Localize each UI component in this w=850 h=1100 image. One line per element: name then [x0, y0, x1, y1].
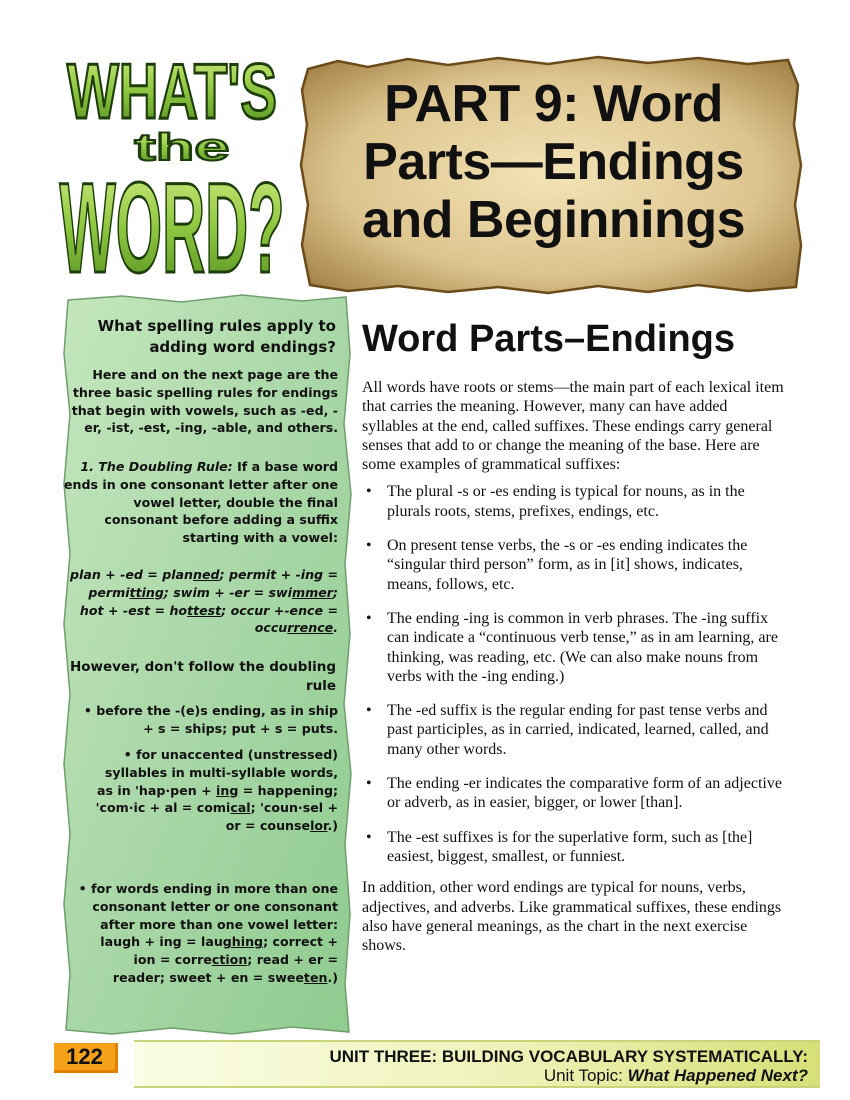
bullet-symbol: •: [366, 828, 372, 846]
footer-unit-title: UNIT THREE: BUILDING VOCABULARY SYSTEMATICALLY:: [329, 1047, 808, 1066]
closing-paragraph: In addition, other word endings are typical for nouns, verbs, adjectives, and adverbs. Like grammatical suffixes, these endings also have general meanings, as the chart in the next exercise shows.: [362, 879, 782, 955]
part-title: [312, 75, 795, 249]
suffix-list-text: The plural -s or -es ending is typical for nouns, as in the plurals roots, stems, prefixes, endings, etc.: [387, 483, 745, 520]
however-note: However, don't follow the doubling rule: [69, 659, 336, 694]
main-content: [362, 316, 792, 955]
suffix-list-item: [362, 828, 787, 867]
sidebar-intro: Here and on the next page are the three basic spelling rules for endings that begin with vowels, such as -ed, -er, -ist, -est, -ing, -able, and others.: [71, 367, 338, 436]
exception-text: ; 'coun·sel + or = counse: [225, 800, 338, 834]
example-text: plan + -ed = plan: [70, 567, 194, 582]
exception-underlined: ction: [211, 952, 248, 968]
example-text: ; hot + -est = ho: [79, 584, 338, 618]
exception-bullet-1: [80, 702, 338, 738]
suffix-list-item: [362, 609, 787, 686]
exception-underlined: cal: [230, 800, 251, 816]
example-underlined: rrence: [287, 620, 334, 636]
exception-bullet-3: [78, 880, 338, 987]
footer-bar: [134, 1040, 820, 1088]
exception-underlined: ghing: [222, 934, 264, 950]
suffix-list-item: [362, 701, 787, 759]
example-text: ; occur +-ence = occu: [221, 602, 338, 636]
exception-text: = happening; 'com·ic + al = comi: [95, 782, 338, 816]
logo-line3: WORD?: [59, 157, 285, 300]
suffix-list-text: The -est suffixes is for the superlative form, such as [the] easiest, biggest, smallest, or funniest.: [387, 828, 753, 865]
bullet-symbol: •: [366, 483, 372, 501]
part-title-banner: [298, 55, 803, 295]
sidebar-question: What spelling rules apply to adding word endings?: [97, 317, 336, 356]
part-title-line2: Parts—Endings: [363, 133, 744, 191]
bullet-symbol: •: [123, 747, 132, 762]
logo-line2: the: [134, 127, 230, 169]
example-underlined: mmer: [291, 584, 333, 600]
logo-line1: WHAT'S: [67, 47, 277, 135]
part-title-line1: PART 9: Word: [384, 75, 723, 133]
exception-text: before the -(e)s ending, as in ship + s = ships; put + s = puts.: [96, 703, 338, 736]
exception-text: for words ending in more than one consonant letter or one consonant after more than one vowel letter: laugh + ing = lau: [91, 881, 338, 950]
doubling-rule-examples: [62, 566, 338, 637]
exception-text: ; correct + ion = corre: [133, 934, 338, 968]
example-underlined: ned: [193, 567, 220, 582]
bullet-symbol: •: [366, 609, 372, 627]
exception-text: .): [327, 818, 338, 834]
intro-paragraph: All words have roots or stems—the main part of each lexical item that carries the meaning. However, many can have added syllables at the end, called suffixes. These endings carry general senses that add to or change the meaning of the base. Here are some examples of grammatical suffixes:: [362, 379, 784, 474]
section-title: Word Parts–Endings: [362, 318, 736, 360]
doubling-rule: [62, 458, 338, 547]
bullet-symbol: •: [366, 775, 372, 793]
suffix-list-text: On present tense verbs, the -s or -es ending indicates the “singular third person” form, as in [it] shows, indicates, means, follows, etc.: [387, 537, 748, 593]
example-underlined: tting: [129, 584, 164, 600]
exception-underlined: ten: [303, 969, 328, 985]
footer-topic-label: Unit Topic:: [543, 1066, 628, 1085]
suffix-list-item: [362, 774, 787, 813]
suffix-list-text: The ending -ing is common in verb phrases. The -ing suffix can indicate a “continuous verb tense,” as in am learning, are thinking, was reading, etc. (We can also make nouns from verbs with the -ing ending.): [387, 609, 778, 685]
exception-underlined: ing: [216, 782, 239, 798]
suffix-list-text: The ending -er indicates the comparative form of an adjective or adverb, as in easier, bigger, or lower [than].: [387, 775, 782, 812]
example-text: .: [333, 620, 338, 636]
bullet-symbol: •: [83, 703, 92, 718]
example-text: ; permit + -ing = permi: [88, 567, 338, 600]
exception-text: .): [327, 969, 338, 985]
part-title-line3: and Beginnings: [362, 191, 745, 249]
suffix-list-item: [362, 536, 787, 594]
footer-topic-value: What Happened Next?: [627, 1066, 808, 1085]
doubling-rule-label: 1. The Doubling Rule:: [80, 459, 233, 474]
suffix-list: [362, 482, 792, 866]
example-text: ; swim + -er = swi: [163, 584, 292, 600]
exception-text: for unaccented (unstressed) syllables in multi-syllable words, as in 'hap·pen +: [97, 747, 338, 798]
bullet-symbol: •: [78, 881, 87, 896]
bullet-symbol: •: [366, 537, 372, 555]
spelling-rules-sidebar: [62, 294, 352, 1036]
whats-the-word-logo: [52, 40, 292, 305]
example-underlined: ttest: [187, 602, 222, 618]
suffix-list-item: [362, 482, 787, 521]
exception-text: ; read + er = reader; sweet + en = swee: [112, 952, 338, 985]
bullet-symbol: •: [366, 702, 372, 720]
doubling-rule-text: If a base word ends in one consonant letter after one vowel letter, double the final consonant before adding a suffix starting with a vowel:: [63, 459, 338, 546]
footer-unit-topic: [544, 1066, 808, 1085]
suffix-list-text: The -ed suffix is the regular ending for past tense verbs and past participles, as in carried, indicated, learned, called, and many other words.: [387, 702, 769, 758]
page-number: 122: [54, 1043, 118, 1073]
logo-graphic: [52, 40, 292, 305]
exception-underlined: lor: [310, 818, 328, 834]
exception-bullet-2: [90, 746, 338, 835]
